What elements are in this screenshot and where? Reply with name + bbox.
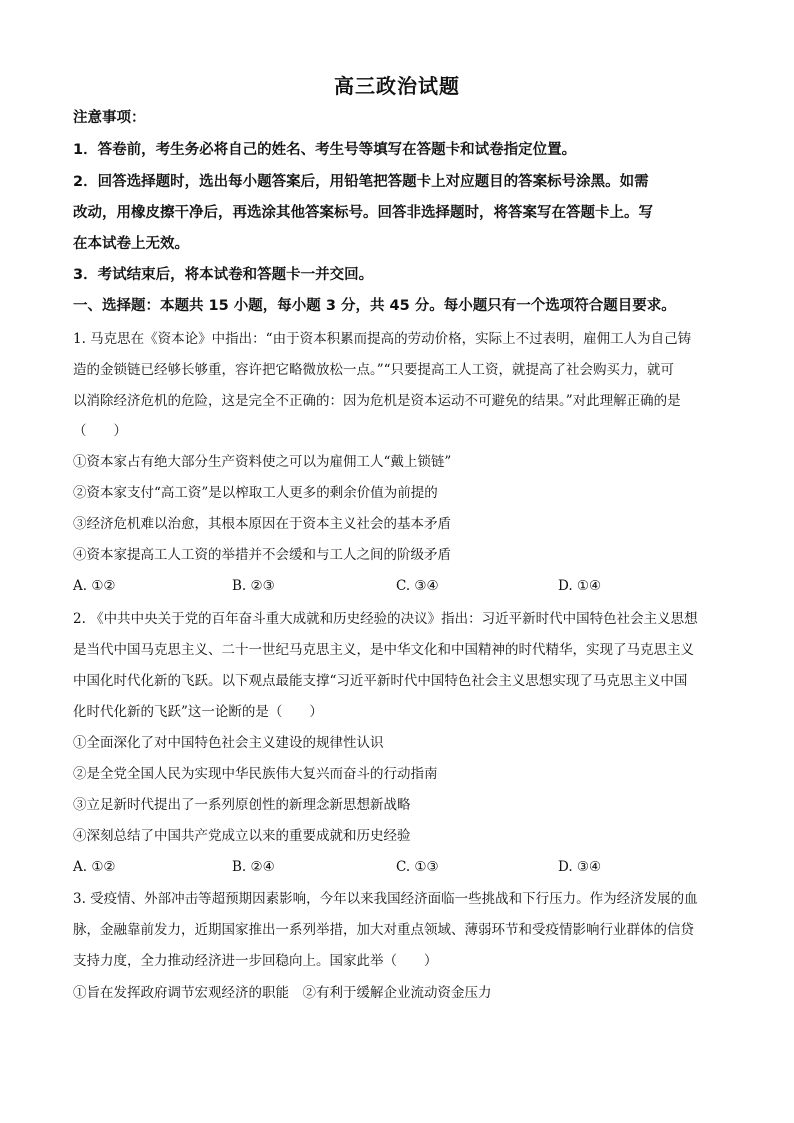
notice-line: 2．回答选择题时，选出每小题答案后，用铅笔把答题卡上对应题目的答案标号涂黑。如需 [73,174,649,190]
question-2-option-c: C. ①③ [396,859,439,875]
question-1-stem: （ ） [73,423,127,439]
question-3-item: ①旨在发挥政府调节宏观经济的职能 ②有利于缓解企业流动资金压力 [73,985,492,1001]
question-1-stem: 以消除经济危机的危险，这是完全不正确的：因为危机是资本运动不可避免的结果。”对此理解正确的是 [73,393,681,409]
question-1-item: ②资本家支付“高工资”是以榨取工人更多的剩余价值为前提的 [73,485,438,501]
question-1-option-a: A. ①② [73,578,116,594]
question-1-item: ③经济危机难以治愈，其根本原因在于资本主义社会的基本矛盾 [73,516,451,532]
question-2-option-b: B. ②④ [232,859,275,875]
question-1-option-d: D. ①④ [558,578,602,594]
notice-line: 在本试卷上无效。 [73,236,189,252]
question-2-option-d: D. ③④ [558,859,602,875]
question-2-item: ③立足新时代提出了一系列原创性的新理念新思想新战略 [73,797,411,813]
notice-line: 改动，用橡皮擦干净后，再选涂其他答案标号。回答非选择题时，将答案写在答题卡上。写 [73,205,653,221]
section-heading: 一、选择题：本题共 15 小题，每小题 3 分，共 45 分。每小题只有一个选项符合题目要求。 [73,298,676,314]
question-3-stem: 脉，金融靠前发力，近期国家推出一系列举措，加大对重点领域、薄弱环节和受疫情影响行业群体的信贷 [73,922,694,938]
question-2-item: ①全面深化了对中国特色社会主义建设的规律性认识 [73,735,384,751]
question-3-stem: 支持力度，全力推动经济进一步回稳向上。国家此举（ ） [73,953,438,969]
question-2-stem: 2. 《中共中央关于党的百年奋斗重大成就和历史经验的决议》指出：习近平新时代中国特色社会主义思想 [73,611,698,627]
question-3-stem: 3. 受疫情、外部冲击等超预期因素影响，今年以来我国经济面临一些挑战和下行压力。作为经济发展的血 [73,891,698,907]
notice-line: 1．答卷前，考生务必将自己的姓名、考生号等填写在答题卡和试卷指定位置。 [73,142,577,158]
question-1-stem: 造的金锁链已经够长够重，容许把它略微放松一点。”“只要提高工人工资，就提高了社会购买力，就可 [73,362,675,378]
question-2-item: ④深刻总结了中国共产党成立以来的重要成就和历史经验 [73,828,411,844]
page-title: 高三政治试题 [334,74,460,98]
notice-line: 3．考试结束后，将本试卷和答题卡一并交回。 [73,267,374,283]
notice-heading: 注意事项： [73,110,146,126]
question-1-option-c: C. ③④ [396,578,439,594]
question-2-stem: 是当代中国马克思主义、二十一世纪马克思主义，是中华文化和中国精神的时代精华，实现了马克思主义 [73,642,694,658]
question-2-option-a: A. ①② [73,859,116,875]
question-2-stem: 中国化时代化新的飞跃。以下观点最能支撑“习近平新时代中国特色社会主义思想实现了马克思主义中国 [73,673,688,689]
question-2-stem: 化时代化新的飞跃”这一论断的是（ ） [73,704,323,720]
question-1-option-b: B. ②③ [232,578,275,594]
question-1-item: ④资本家提高工人工资的举措并不会缓和与工人之间的阶级矛盾 [73,547,451,563]
question-1-item: ①资本家占有绝大部分生产资料使之可以为雇佣工人“戴上锁链” [73,454,452,470]
question-2-item: ②是全党全国人民为实现中华民族伟大复兴而奋斗的行动指南 [73,766,438,782]
question-1-stem: 1. 马克思在《资本论》中指出：“由于资本积累而提高的劳动价格，实际上不过表明，雇佣工人为自己铸 [73,331,692,347]
